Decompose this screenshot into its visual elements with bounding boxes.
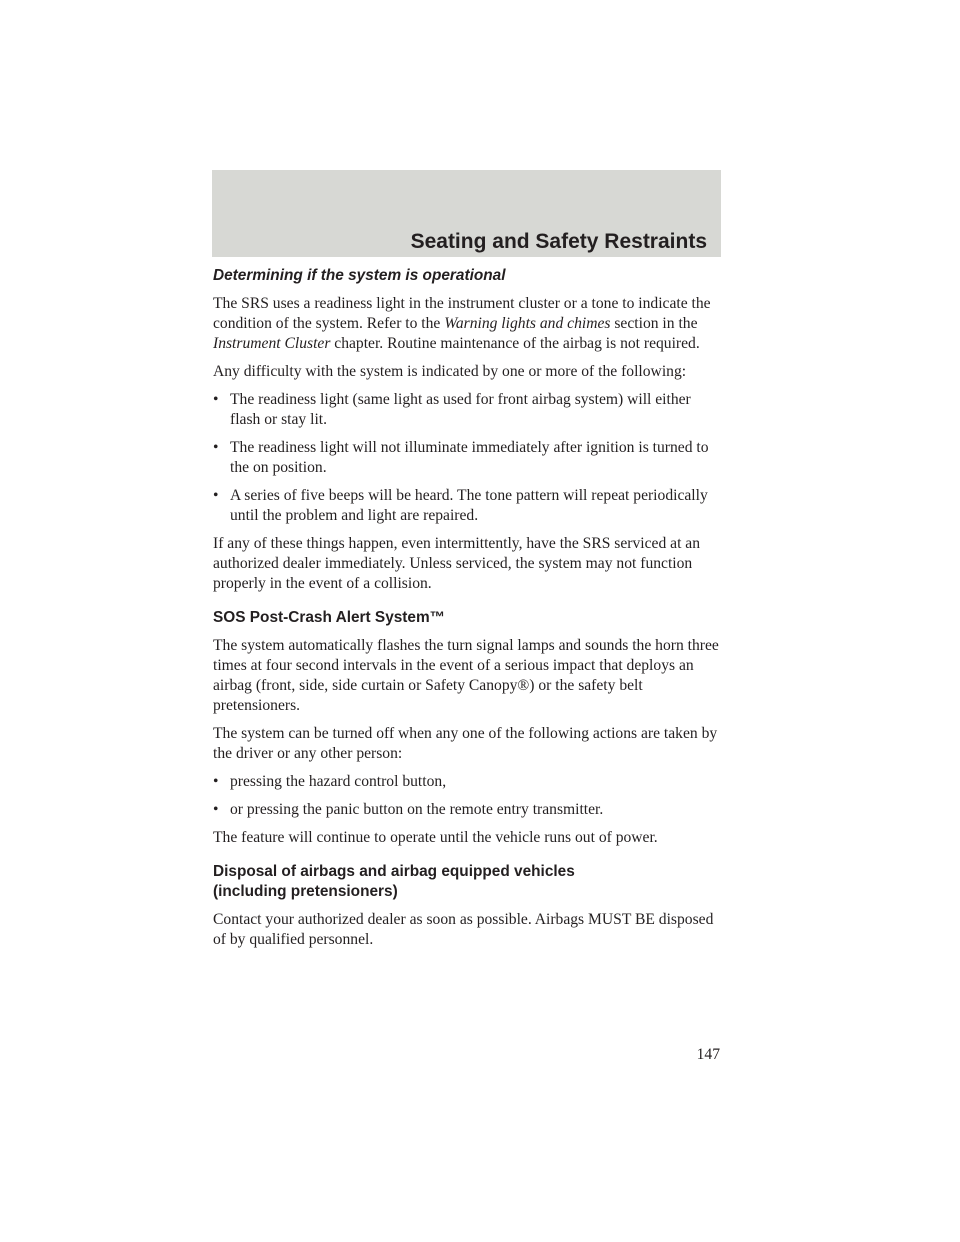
section-heading-disposal-line-2: (including pretensioners) — [213, 883, 398, 900]
page-number: 147 — [696, 1046, 720, 1063]
section-heading-operational: Determining if the system is operational — [213, 267, 506, 284]
sos-paragraph-2: The system can be turned off when any one of the following actions are taken by the driver or any other person: — [213, 725, 718, 762]
instrument-cluster-reference: Instrument Cluster — [213, 335, 331, 352]
operational-paragraph-1-text-b: section in the — [610, 315, 698, 332]
disposal-paragraph-1: Contact your authorized dealer as soon as possible. Airbags MUST BE disposed of by qualified personnel. — [213, 911, 714, 948]
list-item — [213, 486, 723, 526]
list-item-text: pressing the hazard control button, — [230, 773, 447, 790]
operational-paragraph-3: If any of these things happen, even intermittently, have the SRS serviced at an authorized dealer immediately. Unless serviced, the system may not function properly in the event of a collision. — [213, 535, 701, 592]
list-item — [213, 390, 723, 430]
page-content — [213, 266, 723, 958]
bullet-icon: • — [213, 439, 219, 456]
list-item — [213, 438, 723, 478]
operational-paragraph-1-text-c: chapter. Routine maintenance of the airbag is not required. — [330, 335, 700, 352]
list-item-text: or pressing the panic button on the remote entry transmitter. — [230, 801, 604, 818]
operational-paragraph-2: Any difficulty with the system is indicated by one or more of the following: — [213, 363, 687, 380]
operational-paragraph-1 — [213, 294, 723, 354]
list-item-text: The readiness light (same light as used for front airbag system) will either flash or stay lit. — [230, 391, 691, 428]
bullet-icon: • — [213, 801, 219, 818]
operational-paragraph-1-text-a: The SRS uses a readiness light in the instrument cluster or a tone to indicate the condition of the system. Refer to the — [213, 295, 711, 332]
bullet-icon: • — [213, 487, 219, 504]
bullet-icon: • — [213, 391, 219, 408]
sos-paragraph-1: The system automatically flashes the turn signal lamps and sounds the horn three times at four second intervals in the event of a serious impact that deploys an airbag (front, side, side curtain or Safety Canopy®) or the safety belt pretensioners. — [213, 637, 719, 714]
section-heading-disposal — [213, 862, 723, 902]
section-heading-disposal-line-1: Disposal of airbags and airbag equipped vehicles — [213, 863, 575, 880]
chapter-header — [212, 170, 721, 257]
list-item — [213, 772, 723, 792]
list-item — [213, 800, 723, 820]
bullet-icon: • — [213, 773, 219, 790]
list-item-text: The readiness light will not illuminate immediately after ignition is turned to the on position. — [230, 439, 709, 476]
sos-paragraph-3: The feature will continue to operate until the vehicle runs out of power. — [213, 829, 658, 846]
section-heading-sos: SOS Post-Crash Alert System™ — [213, 609, 446, 626]
list-item-text: A series of five beeps will be heard. The tone pattern will repeat periodically until the problem and light are repaired. — [230, 487, 708, 524]
chapter-title: Seating and Safety Restraints — [410, 230, 707, 253]
warning-lights-reference: Warning lights and chimes — [444, 315, 611, 332]
